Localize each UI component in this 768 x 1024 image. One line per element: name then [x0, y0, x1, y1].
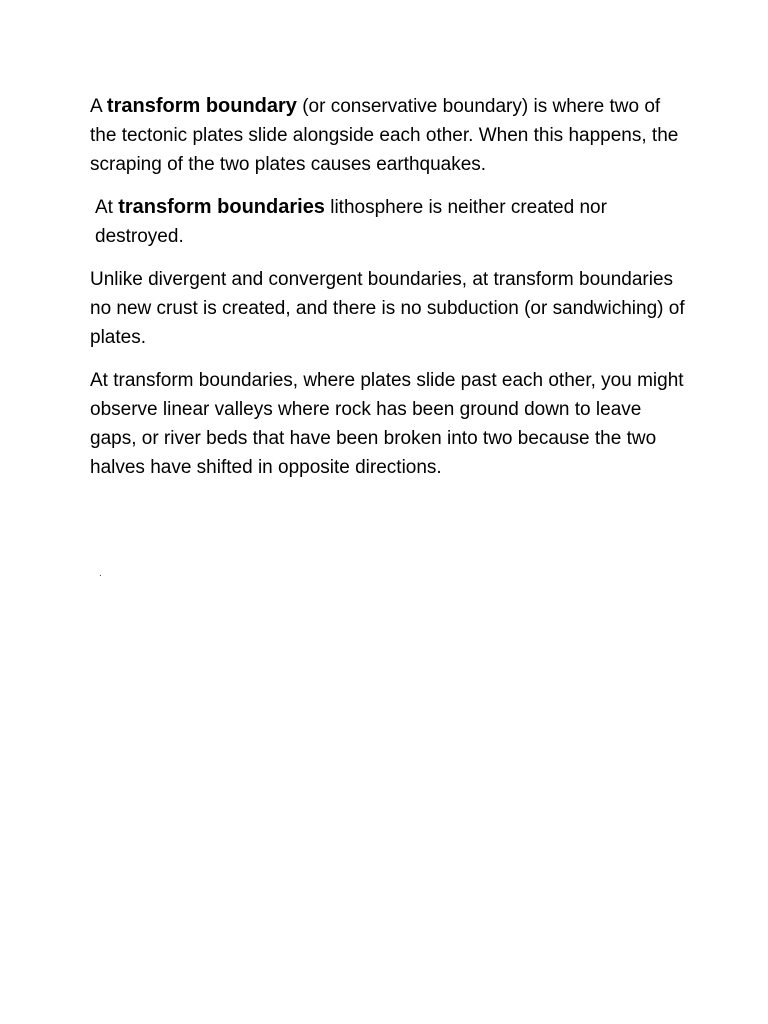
- paragraph-transform-boundary-definition: [90, 92, 690, 179]
- paragraph-text: lithosphere is neither created nor destroyed.: [95, 197, 607, 247]
- paragraph-lithosphere: [90, 193, 690, 251]
- paragraph-no-new-crust: Unlike divergent and convergent boundaries, at transform boundaries no new crust is created, and there is no subduction (or sandwiching) of plates.: [90, 269, 685, 348]
- document-body: [90, 92, 690, 482]
- paragraph-text: At: [95, 197, 119, 218]
- paragraph-observations: At transform boundaries, where plates slide past each other, you might observe linear valleys where rock has been ground down to leave gaps, or river beds that have been broken into two because the two halves have shifted in opposite directions.: [90, 370, 684, 478]
- paragraph-text: (or conservative boundary) is where two of the tectonic plates slide alongside each other. When this happens, the scraping of the two plates causes earthquakes.: [90, 96, 679, 175]
- bold-term-transform-boundary: transform boundary: [106, 95, 297, 117]
- paragraph-text: A: [90, 96, 107, 117]
- stray-dot-mark: .: [99, 568, 102, 579]
- bold-term-transform-boundaries: transform boundaries: [118, 196, 325, 218]
